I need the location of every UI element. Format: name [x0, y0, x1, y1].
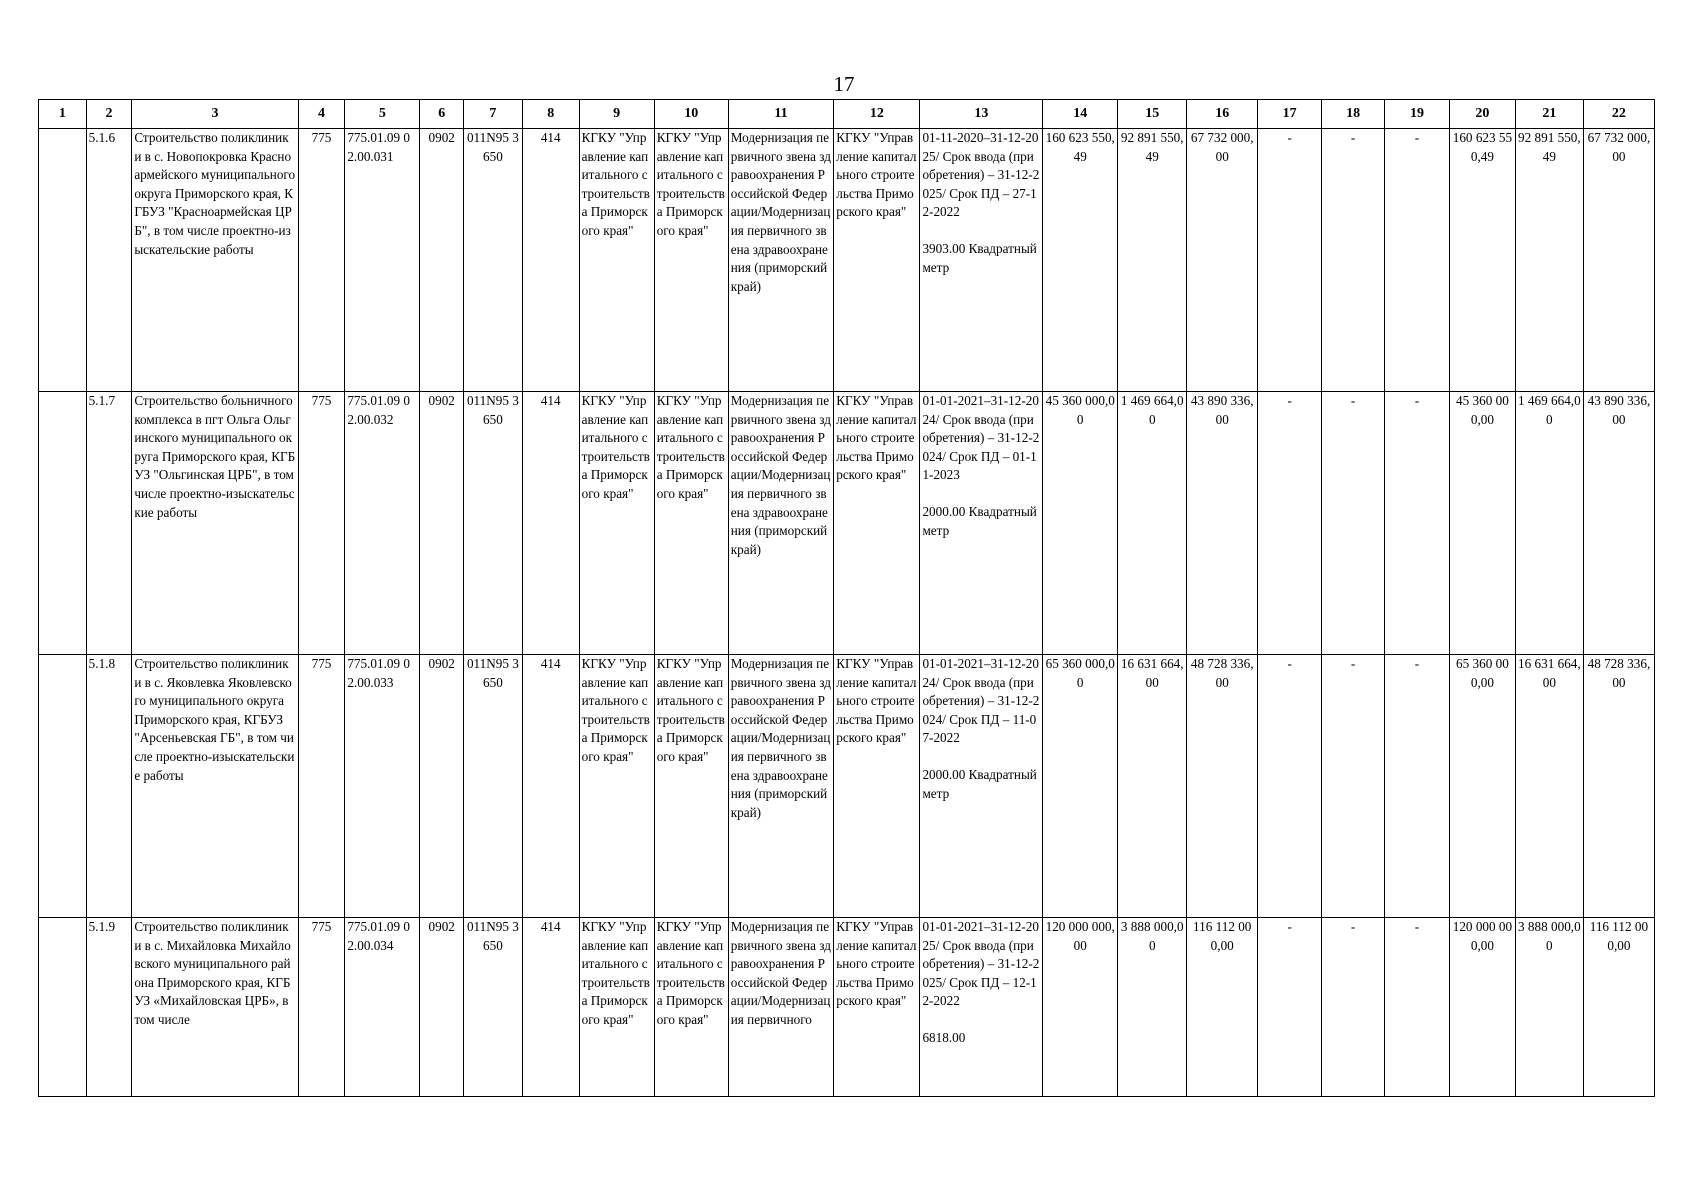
- cell-expense-type: 414: [522, 655, 579, 918]
- cell-customer: КГКУ "Управление капитального строительства Приморского края": [579, 129, 654, 392]
- page-number: 17: [833, 72, 855, 96]
- cell-object-name: Строительство поликлиники в с. Михайловка Михайловского муниципального района Приморского края, КГБУЗ «Михайловская ЦРБ», в том числе: [132, 918, 298, 1097]
- column-header: 2: [86, 100, 132, 129]
- cell-customer: КГКУ "Управление капитального строительства Приморского края": [579, 392, 654, 655]
- column-header: 15: [1118, 100, 1187, 129]
- terms-text: 01-11-2020–31-12-2025/ Срок ввода (приобретения) – 31-12-2025/ Срок ПД – 27-12-2022: [922, 130, 1040, 220]
- cell-amount-19: -: [1385, 129, 1450, 392]
- cell-amount-20: 160 623 550,49: [1449, 129, 1515, 392]
- capacity-text: 2000.00 Квадратный метр: [922, 503, 1037, 538]
- capacity-text: 2000.00 Квадратный метр: [922, 766, 1037, 801]
- header-row: [39, 100, 1655, 129]
- cell-amount-18: -: [1322, 392, 1385, 655]
- cell-amount-2023: 43 890 336,00: [1187, 392, 1258, 655]
- cell-object-code: 775.01.09 02.00.031: [345, 129, 420, 392]
- cell-amount-21: 1 469 664,00: [1515, 392, 1583, 655]
- column-header: 19: [1385, 100, 1450, 129]
- column-header: 18: [1322, 100, 1385, 129]
- column-header: 9: [579, 100, 654, 129]
- column-header: 7: [464, 100, 523, 129]
- column-header: 12: [834, 100, 920, 129]
- cell-amount-total: 120 000 000,00: [1043, 918, 1118, 1097]
- cell-amount-2023: 67 732 000,00: [1187, 129, 1258, 392]
- cell-target-article: 011N95 3650: [464, 655, 523, 918]
- cell-developer: КГКУ "Управление капитального строительства Приморского края": [654, 918, 728, 1097]
- cell-amount-22: 43 890 336,00: [1583, 392, 1654, 655]
- table-row: [39, 655, 1655, 918]
- cell-amount-2022: 1 469 664,00: [1118, 392, 1187, 655]
- terms-text: 01-01-2021–31-12-2025/ Срок ввода (приобретения) – 31-12-2025/ Срок ПД – 12-12-2022: [922, 919, 1040, 1009]
- table-row: [39, 918, 1655, 1097]
- cell-code: 775: [298, 918, 345, 1097]
- cell-recipient: КГКУ "Управление капитального строительства Приморского края": [834, 918, 920, 1097]
- cell-amount-19: -: [1385, 655, 1450, 918]
- cell-amount-2023: 116 112 000,00: [1187, 918, 1258, 1097]
- cell-amount-2022: 3 888 000,00: [1118, 918, 1187, 1097]
- cell-amount-18: -: [1322, 129, 1385, 392]
- cell-expense-type: 414: [522, 918, 579, 1097]
- cell-project: Модернизация первичного звена здравоохранения Российской Федерации/Модернизация первичного: [728, 918, 834, 1097]
- cell-index: [39, 129, 87, 392]
- cell-amount-17: -: [1258, 392, 1322, 655]
- cell-amount-19: -: [1385, 392, 1450, 655]
- cell-amount-22: 67 732 000,00: [1583, 129, 1654, 392]
- cell-recipient: КГКУ "Управление капитального строительства Приморского края": [834, 392, 920, 655]
- cell-amount-22: 48 728 336,00: [1583, 655, 1654, 918]
- cell-code: 775: [298, 392, 345, 655]
- cell-target-article: 011N95 3650: [464, 392, 523, 655]
- column-header: 4: [298, 100, 345, 129]
- cell-project: Модернизация первичного звена здравоохранения Российской Федерации/Модернизация первичного звена здравоохранения (приморский край): [728, 392, 834, 655]
- terms-text: 01-01-2021–31-12-2024/ Срок ввода (приобретения) – 31-12-2024/ Срок ПД – 01-11-2023: [922, 393, 1040, 483]
- cell-code: 775: [298, 129, 345, 392]
- cell-index: [39, 392, 87, 655]
- cell-amount-17: -: [1258, 918, 1322, 1097]
- cell-object-name: Строительство поликлиники в с. Новопокровка Красноармейского муниципального округа Приморского края, КГБУЗ "Красноармейская ЦРБ", в том числе проектно-изыскательские работы: [132, 129, 298, 392]
- cell-amount-17: -: [1258, 129, 1322, 392]
- cell-customer: КГКУ "Управление капитального строительства Приморского края": [579, 655, 654, 918]
- cell-terms: [920, 392, 1043, 655]
- cell-object-code: 775.01.09 02.00.032: [345, 392, 420, 655]
- cell-project: Модернизация первичного звена здравоохранения Российской Федерации/Модернизация первичного звена здравоохранения (приморский край): [728, 655, 834, 918]
- cell-terms: [920, 655, 1043, 918]
- cell-object-code: 775.01.09 02.00.033: [345, 655, 420, 918]
- capacity-text: 3903.00 Квадратный метр: [922, 240, 1037, 275]
- cell-amount-2023: 48 728 336,00: [1187, 655, 1258, 918]
- cell-index: [39, 655, 87, 918]
- cell-terms: [920, 129, 1043, 392]
- column-header: 6: [420, 100, 464, 129]
- column-header: 10: [654, 100, 728, 129]
- cell-section: 0902: [420, 918, 464, 1097]
- cell-number: 5.1.6: [86, 129, 132, 392]
- table-row: [39, 129, 1655, 392]
- cell-developer: КГКУ "Управление капитального строительства Приморского края": [654, 392, 728, 655]
- cell-section: 0902: [420, 392, 464, 655]
- budget-table: [38, 99, 1655, 1097]
- cell-code: 775: [298, 655, 345, 918]
- cell-recipient: КГКУ "Управление капитального строительства Приморского края": [834, 655, 920, 918]
- cell-target-article: 011N95 3650: [464, 918, 523, 1097]
- cell-amount-19: -: [1385, 918, 1450, 1097]
- table-row: [39, 392, 1655, 655]
- cell-index: [39, 918, 87, 1097]
- cell-target-article: 011N95 3650: [464, 129, 523, 392]
- capacity-text: 6818.00: [922, 1029, 966, 1045]
- cell-expense-type: 414: [522, 129, 579, 392]
- terms-text: 01-01-2021–31-12-2024/ Срок ввода (приобретения) – 31-12-2024/ Срок ПД – 11-07-2022: [922, 656, 1040, 746]
- cell-amount-2022: 16 631 664,00: [1118, 655, 1187, 918]
- cell-amount-total: 45 360 000,00: [1043, 392, 1118, 655]
- cell-amount-22: 116 112 000,00: [1583, 918, 1654, 1097]
- column-header: 1: [39, 100, 87, 129]
- cell-object-name: Строительство больничного комплекса в пгт Ольга Ольгинского муниципального округа Приморского края, КГБУЗ "Ольгинская ЦРБ", в том числе проектно-изыскательские работы: [132, 392, 298, 655]
- column-header: 22: [1583, 100, 1654, 129]
- cell-object-code: 775.01.09 02.00.034: [345, 918, 420, 1097]
- cell-number: 5.1.9: [86, 918, 132, 1097]
- cell-developer: КГКУ "Управление капитального строительства Приморского края": [654, 129, 728, 392]
- cell-customer: КГКУ "Управление капитального строительства Приморского края": [579, 918, 654, 1097]
- cell-amount-18: -: [1322, 655, 1385, 918]
- cell-amount-20: 65 360 000,00: [1449, 655, 1515, 918]
- cell-developer: КГКУ "Управление капитального строительства Приморского края": [654, 655, 728, 918]
- column-header: 21: [1515, 100, 1583, 129]
- cell-number: 5.1.8: [86, 655, 132, 918]
- column-header: 13: [920, 100, 1043, 129]
- column-header: 5: [345, 100, 420, 129]
- cell-section: 0902: [420, 129, 464, 392]
- cell-amount-total: 160 623 550,49: [1043, 129, 1118, 392]
- cell-amount-total: 65 360 000,00: [1043, 655, 1118, 918]
- column-header: 14: [1043, 100, 1118, 129]
- cell-number: 5.1.7: [86, 392, 132, 655]
- cell-amount-21: 16 631 664,00: [1515, 655, 1583, 918]
- cell-section: 0902: [420, 655, 464, 918]
- cell-project: Модернизация первичного звена здравоохранения Российской Федерации/Модернизация первичного звена здравоохранения (приморский край): [728, 129, 834, 392]
- cell-amount-17: -: [1258, 655, 1322, 918]
- cell-recipient: КГКУ "Управление капитального строительства Приморского края": [834, 129, 920, 392]
- cell-amount-20: 120 000 000,00: [1449, 918, 1515, 1097]
- column-header: 16: [1187, 100, 1258, 129]
- cell-amount-2022: 92 891 550,49: [1118, 129, 1187, 392]
- column-header: 20: [1449, 100, 1515, 129]
- column-header: 3: [132, 100, 298, 129]
- cell-amount-20: 45 360 000,00: [1449, 392, 1515, 655]
- column-header: 8: [522, 100, 579, 129]
- column-header: 17: [1258, 100, 1322, 129]
- cell-amount-21: 3 888 000,00: [1515, 918, 1583, 1097]
- cell-amount-21: 92 891 550,49: [1515, 129, 1583, 392]
- cell-expense-type: 414: [522, 392, 579, 655]
- column-header: 11: [728, 100, 834, 129]
- cell-amount-18: -: [1322, 918, 1385, 1097]
- cell-terms: [920, 918, 1043, 1097]
- cell-object-name: Строительство поликлиники в с. Яковлевка Яковлевского муниципального округа Приморского края, КГБУЗ "Арсеньевская ГБ", в том числе проектно-изыскательские работы: [132, 655, 298, 918]
